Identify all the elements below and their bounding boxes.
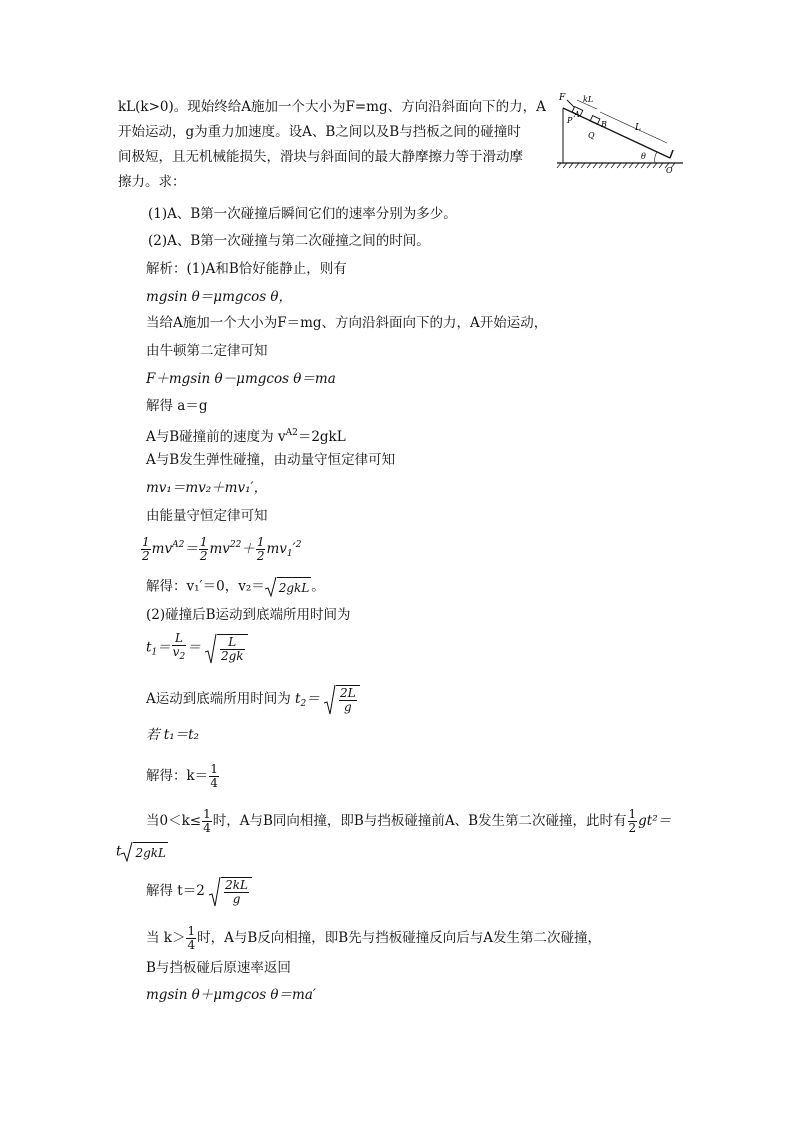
solution-line-20: 解得 t＝2 $\frac{2kL}{g}$ — [146, 877, 252, 906]
solution-line-21-a: 当 k＞ — [146, 930, 186, 946]
solution-line-22: B与挡板碰后原速率返回 — [146, 960, 291, 976]
paragraph-line-1: kL(k>0)。现始终给A施加一个大小为F=mg、方向沿斜面向下的力，A — [118, 99, 546, 115]
solution-line-5: F＋mgsin θ－μmgcos θ＝ma — [146, 371, 336, 387]
solution-line-8: A与B发生弹性碰撞，由动量守恒定律可知 — [146, 452, 396, 468]
solution-line-2: mgsin θ＝μmgcos θ， — [146, 289, 293, 305]
solution-line-7-rhs: ＝2gkL — [297, 429, 346, 445]
solution-line-12: 解得：v₁′＝0，v₂＝ 2gkL 。 — [146, 578, 325, 595]
solution-line-6: 解得 a＝g — [146, 398, 208, 414]
question-1: (1)A、B第一次碰撞后瞬间它们的速率分别为多少。 — [148, 206, 457, 222]
figure-label-F: F — [559, 93, 566, 103]
solution-line-4: 由牛顿第二定律可知 — [146, 343, 268, 359]
solution-line-16: 若 t₁＝t₂ — [146, 727, 199, 743]
paragraph-line-4: 擦力。求： — [118, 174, 186, 190]
solution-line-18-c: gt²＝ — [638, 813, 672, 829]
figure-label-P: P — [567, 116, 573, 125]
figure-label-B: B — [601, 120, 607, 129]
t1-equation: $t_1=$ $\frac{L}{v_2}$ ＝ $\frac{L}{2gk}$ — [146, 632, 248, 664]
solution-line-10: 由能量守恒定律可知 — [146, 508, 268, 524]
solution-line-9: mv₁＝mv₂＋mv₁′， — [146, 480, 268, 496]
solution-line-19-root: 2gkL — [133, 842, 168, 862]
solution-line-18: 当0＜k≤ $\frac{1}{4}$ 时，A与B同向相撞，即B与挡板碰撞前A、B发生第二次碰撞，此时有 $\frac{1}{2}$ gt²＝ — [146, 807, 672, 835]
solution-line-7-text: A与B碰撞前的速度为 v — [146, 429, 286, 445]
figure-label-L: L — [635, 123, 641, 133]
figure-label-Q: Q — [588, 131, 595, 140]
solution-line-18-a: 当0＜k≤ — [146, 813, 202, 829]
solution-line-21: 当 k＞ $\frac{1}{4}$ 时，A与B反向相撞，即B先与挡板碰撞反向后与A发生第二次碰撞， — [146, 924, 601, 952]
solution-line-21-b: 时，A与B反向相撞，即B先与挡板碰撞反向后与A发生第二次碰撞， — [197, 930, 601, 946]
question-2: (2)A、B第一次碰撞与第二次碰撞之间的时间。 — [148, 233, 430, 249]
solution-line-13: (2)碰撞后B运动到底端所用时间为 — [146, 607, 351, 623]
solution-line-20-text: 解得 t＝2 — [146, 883, 205, 899]
paragraph-line-2: 开始运动，g为重力加速度。设A、B之间以及B与挡板之间的碰撞时 — [118, 124, 521, 140]
solution-line-12-text: 解得：v₁′＝0，v₂＝ — [146, 578, 265, 595]
solution-line-23: mgsin θ＋μmgcos θ＝ma′ — [146, 987, 316, 1003]
energy-equation: $\frac{1}{2}$ $mv^{A2}=$ $\frac{1}{2}$ $mv^{22}+$ $\frac{1}{2}$ $mv_1'^2$ — [142, 535, 302, 563]
solution-line-15-text: A运动到底端所用时间为 — [146, 691, 291, 707]
solution-line-17-text: 解得：k＝ — [146, 768, 209, 784]
solution-line-7: A与B碰撞前的速度为 $v^{A2}=2gkL$ — [146, 428, 346, 445]
incline-figure — [555, 88, 685, 178]
solution-line-19: t 2gkL — [116, 843, 166, 860]
figure-label-theta: θ — [641, 152, 646, 161]
figure-label-kL: kL — [583, 95, 594, 104]
solution-line-18-b: 时，A与B同向相撞，即B与挡板碰撞前A、B发生第二次碰撞，此时有 — [212, 813, 627, 829]
solution-line-12-root: 2gkL — [277, 577, 312, 597]
solution-line-17: 解得：k＝ $\frac{1}{4}$ — [146, 762, 218, 790]
figure-label-A: A — [574, 110, 580, 119]
solution-line-1: 解析：(1)A和B恰好能静止，则有 — [146, 261, 347, 277]
figure-label-O: O — [666, 166, 673, 175]
solution-line-15: A运动到底端所用时间为 $t_2=$ $\frac{2L}{g}$ — [146, 685, 360, 714]
paragraph-line-3: 间极短，且无机械能损失，滑块与斜面间的最大静摩擦力等于滑动摩 — [118, 149, 523, 165]
solution-line-3: 当给A施加一个大小为F＝mg、方向沿斜面向下的力，A开始运动， — [146, 315, 548, 331]
